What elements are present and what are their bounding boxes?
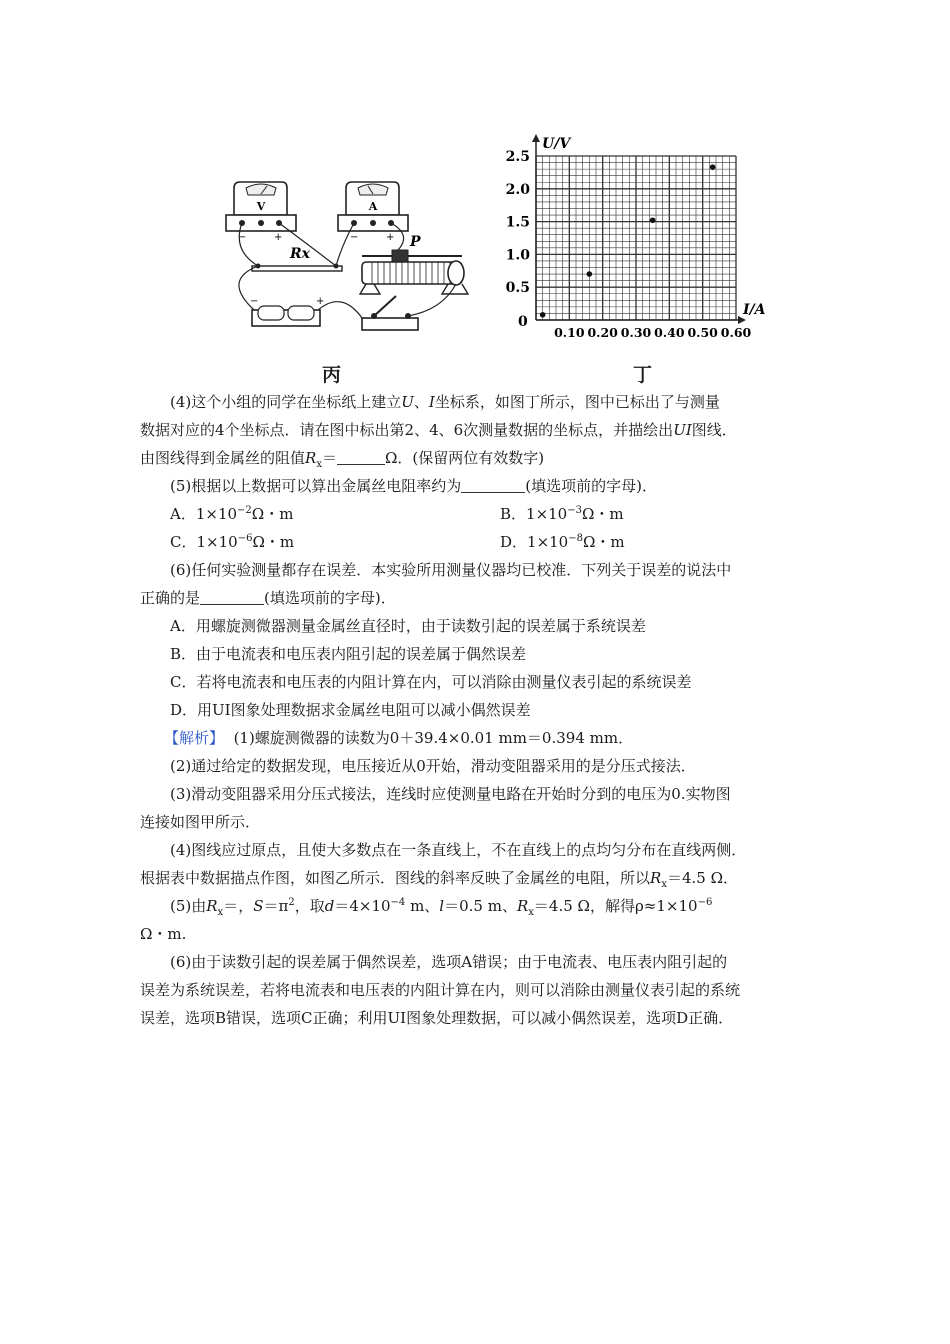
resistor-icon <box>252 246 342 271</box>
q6-option-a[interactable]: A．用螺旋测微器测量金属丝直径时，由于读数引起的误差属于系统误差 <box>170 617 646 635</box>
solution-6-line3: 误差，选项B错误，选项C正确；利用UI图象处理数据，可以减小偶然误差，选项D正确． <box>140 1009 734 1027</box>
answer-blank-q6[interactable] <box>200 588 264 605</box>
ammeter-label: A <box>368 200 378 213</box>
y-tick-label: 2.5 <box>505 149 530 165</box>
voltmeter-minus: − <box>238 232 247 243</box>
q6-line2: 正确的是 (填选项前的字母)． <box>140 589 396 607</box>
data-point <box>587 271 593 277</box>
solution-3-line1: (3)滑动变阻器采用分压式接法，连线时应使测量电路在开始时分到的电压为0.实物图 <box>170 785 731 803</box>
ammeter-plus: + <box>386 232 395 243</box>
solution-3-line2: 连接如图甲所示． <box>140 813 261 831</box>
q5-option-b[interactable]: B．$1\times 10^{-3}\Omega$・m <box>500 505 624 523</box>
q5-options-row1 <box>140 500 820 528</box>
solution-6-line1: (6)由于读数引起的误差属于偶然误差，选项A错误；由于电流表、电压表内阻引起的 <box>170 953 728 971</box>
y-axis-label: U/V <box>542 136 571 152</box>
y-tick-label: 0.5 <box>505 280 530 297</box>
jiexi-tag: 【解析】 <box>164 729 225 747</box>
x-tick-label: 0.60 <box>720 325 752 340</box>
data-point <box>710 164 716 170</box>
x-tick-label: 0.10 <box>554 325 585 340</box>
ui-graph <box>500 128 780 343</box>
voltmeter-label: V <box>256 200 266 213</box>
voltmeter-icon <box>226 182 296 243</box>
q4-line2: 数据对应的4个坐标点．请在图中标出第2、4、6次测量数据的坐标点，并描绘出UI图线． <box>140 421 737 439</box>
answer-blank-q5[interactable] <box>461 476 525 493</box>
slider-label: P <box>410 234 421 250</box>
q5-option-a[interactable]: A．$1\times 10^{-2}\Omega$・m <box>170 505 294 523</box>
caption-right: 丁 <box>633 364 653 386</box>
battery-plus: + <box>316 296 325 307</box>
battery-icon <box>250 296 324 326</box>
q5-options-row2 <box>140 528 820 556</box>
data-point <box>540 312 546 318</box>
ammeter-minus: − <box>350 232 359 243</box>
x-axis-label: I/A <box>743 302 766 318</box>
y-tick-label: 1.0 <box>505 247 530 264</box>
switch-icon <box>362 296 418 330</box>
q5-line: (5)根据以上数据可以算出金属丝电阻率约为 (填选项前的字母)． <box>170 477 657 495</box>
answer-blank-rx[interactable] <box>337 448 385 465</box>
q4-line3: 由图线得到金属丝的阻值$R_x= \Omega$．(保留两位有效数字) <box>140 449 545 470</box>
q6-option-d[interactable]: D．用UI图象处理数据求金属丝电阻可以减小偶然误差 <box>170 701 531 719</box>
x-tick-label: 0.20 <box>587 325 618 340</box>
q6-option-c[interactable]: C．若将电流表和电压表的内阻计算在内，可以消除由测量仪表引起的系统误差 <box>170 673 692 691</box>
solution-1: 【解析】 (1)螺旋测微器的读数为0＋39.4×0.01 mm＝0.394 mm． <box>164 729 634 747</box>
resistor-label: Rx <box>290 246 310 262</box>
solution-4-line1: (4)图线应过原点，且使大多数点在一条直线上，不在直线上的点均匀分布在直线两侧． <box>170 841 747 859</box>
y-tick-label: 2.0 <box>505 181 530 198</box>
y-tick-label: 1.5 <box>505 214 530 231</box>
rheostat-icon <box>360 234 468 294</box>
origin-label: 0 <box>518 314 528 330</box>
solution-5-line1: (5)由$R_x=$，$S=\pi^2$，取$d=4\times 10^{-4}$ m、l＝0.5 m、$R_x=4.5$ Ω，解得$\rho\approx 1\times 10^{-6}$ <box>170 897 713 918</box>
q5-option-d[interactable]: D．$1\times 10^{-8}\Omega$・m <box>500 533 625 551</box>
battery-minus: − <box>250 296 259 307</box>
solution-2: (2)通过给定的数据发现，电压接近从0开始，滑动变阻器采用的是分压式接法． <box>170 757 696 775</box>
x-tick-label: 0.30 <box>620 325 652 340</box>
data-point <box>650 217 656 223</box>
x-tick-label: 0.50 <box>687 325 718 340</box>
solution-5-line2: Ω・m. <box>140 925 187 943</box>
q6-option-b[interactable]: B．由于电流表和电压表内阻引起的误差属于偶然误差 <box>170 645 527 663</box>
q6-line1: (6)任何实验测量都存在误差．本实验所用测量仪器均已校准．下列关于误差的说法中 <box>170 561 732 579</box>
circuit-figure <box>212 170 502 350</box>
q5-option-c[interactable]: C．$1\times 10^{-6}\Omega$・m <box>170 533 295 551</box>
q4-line1: (4)这个小组的同学在坐标纸上建立U、I坐标系，如图丁所示，图中已标出了与测量 <box>170 393 720 411</box>
solution-6-line2: 误差为系统误差，若将电流表和电压表的内阻计算在内，则可以消除由测量仪表引起的系统 <box>140 981 741 999</box>
solution-4-line2: 根据表中数据描点作图，如图乙所示．图线的斜率反映了金属丝的电阻，所以$R_x=4.5$ Ω． <box>140 869 739 890</box>
graph-grid <box>536 156 736 320</box>
question-body <box>140 388 820 1032</box>
caption-left: 丙 <box>322 364 342 386</box>
voltmeter-plus: + <box>274 232 283 243</box>
x-tick-label: 0.40 <box>654 325 685 340</box>
